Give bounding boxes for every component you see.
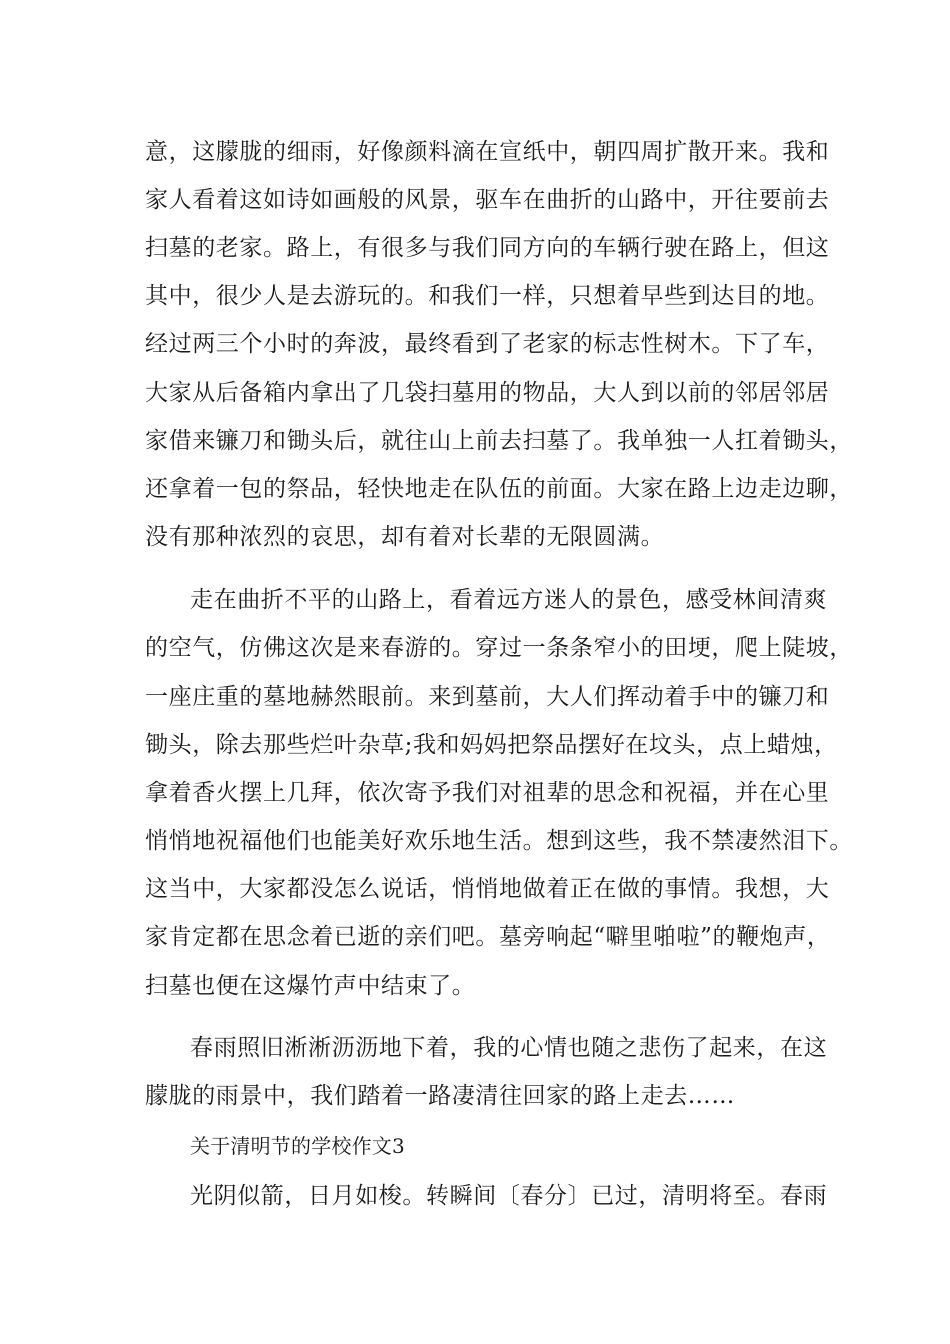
paragraph-2-line-7: 这当中，大家都没怎么说话，悄悄地做着正在做的事情。我想，大	[145, 876, 830, 902]
paragraph-3-line-2: 朦胧的雨景中，我们踏着一路凄清往回家的路上走去……	[145, 1083, 735, 1109]
paragraph-2-line-5: 拿着香火摆上几拜，依次寄予我们对祖辈的思念和祝福，并在心里	[145, 780, 830, 806]
paragraph-1-line-1: 意，这朦胧的细雨，好像颜料滴在宣纸中，朝四周扩散开来。我和	[145, 139, 830, 165]
paragraph-1-line-5: 经过两三个小时的奔波，最终看到了老家的标志性树木。下了车，	[145, 331, 830, 357]
paragraph-1-line-6: 大家从后备箱内拿出了几袋扫墓用的物品，大人到以前的邻居邻居	[145, 380, 830, 406]
essay-heading: 关于清明节的学校作文3	[190, 1134, 405, 1158]
paragraph-2-line-3: 一座庄重的墓地赫然眼前。来到墓前，大人们挥动着手中的镰刀和	[145, 684, 830, 710]
paragraph-1-line-2: 家人看着这如诗如画般的风景，驱车在曲折的山路中，开往要前去	[145, 187, 830, 213]
paragraph-2-line-2: 的空气，仿佛这次是来春游的。穿过一条条窄小的田埂，爬上陡坡，	[145, 635, 853, 661]
paragraph-2-line-8: 家肯定都在思念着已逝的亲们吧。墓旁响起“噼里啪啦”的鞭炮声，	[145, 924, 831, 950]
paragraph-2-line-9: 扫墓也便在这爆竹声中结束了。	[145, 973, 476, 999]
paragraph-1-line-7: 家借来镰刀和锄头后，就往山上前去扫墓了。我单独一人扛着锄头，	[145, 428, 853, 454]
paragraph-1-line-9: 没有那种浓烈的哀思，却有着对长辈的无限圆满。	[145, 524, 665, 550]
paragraph-1-line-3: 扫墓的老家。路上，有很多与我们同方向的车辆行驶在路上，但这	[145, 235, 830, 261]
paragraph-2-line-6: 悄悄地祝福他们也能美好欢乐地生活。想到这些，我不禁凄然泪下。	[145, 828, 853, 854]
paragraph-1-line-4: 其中，很少人是去游玩的。和我们一样，只想着早些到达目的地。	[145, 283, 830, 309]
final-paragraph-line-1: 光阴似箭，日月如梭。转瞬间〔春分〕已过，清明将至。春雨	[190, 1183, 828, 1209]
paragraph-2-line-1: 走在曲折不平的山路上，看着远方迷人的景色，感受林间清爽	[190, 587, 828, 613]
paragraph-1-line-8: 还拿着一包的祭品，轻快地走在队伍的前面。大家在路上边走边聊，	[145, 476, 853, 502]
paragraph-2-line-4: 锄头，除去那些烂叶杂草;我和妈妈把祭品摆好在坟头，点上蜡烛，	[145, 732, 838, 758]
paragraph-3-line-1: 春雨照旧淅淅沥沥地下着，我的心情也随之悲伤了起来，在这	[190, 1035, 828, 1061]
